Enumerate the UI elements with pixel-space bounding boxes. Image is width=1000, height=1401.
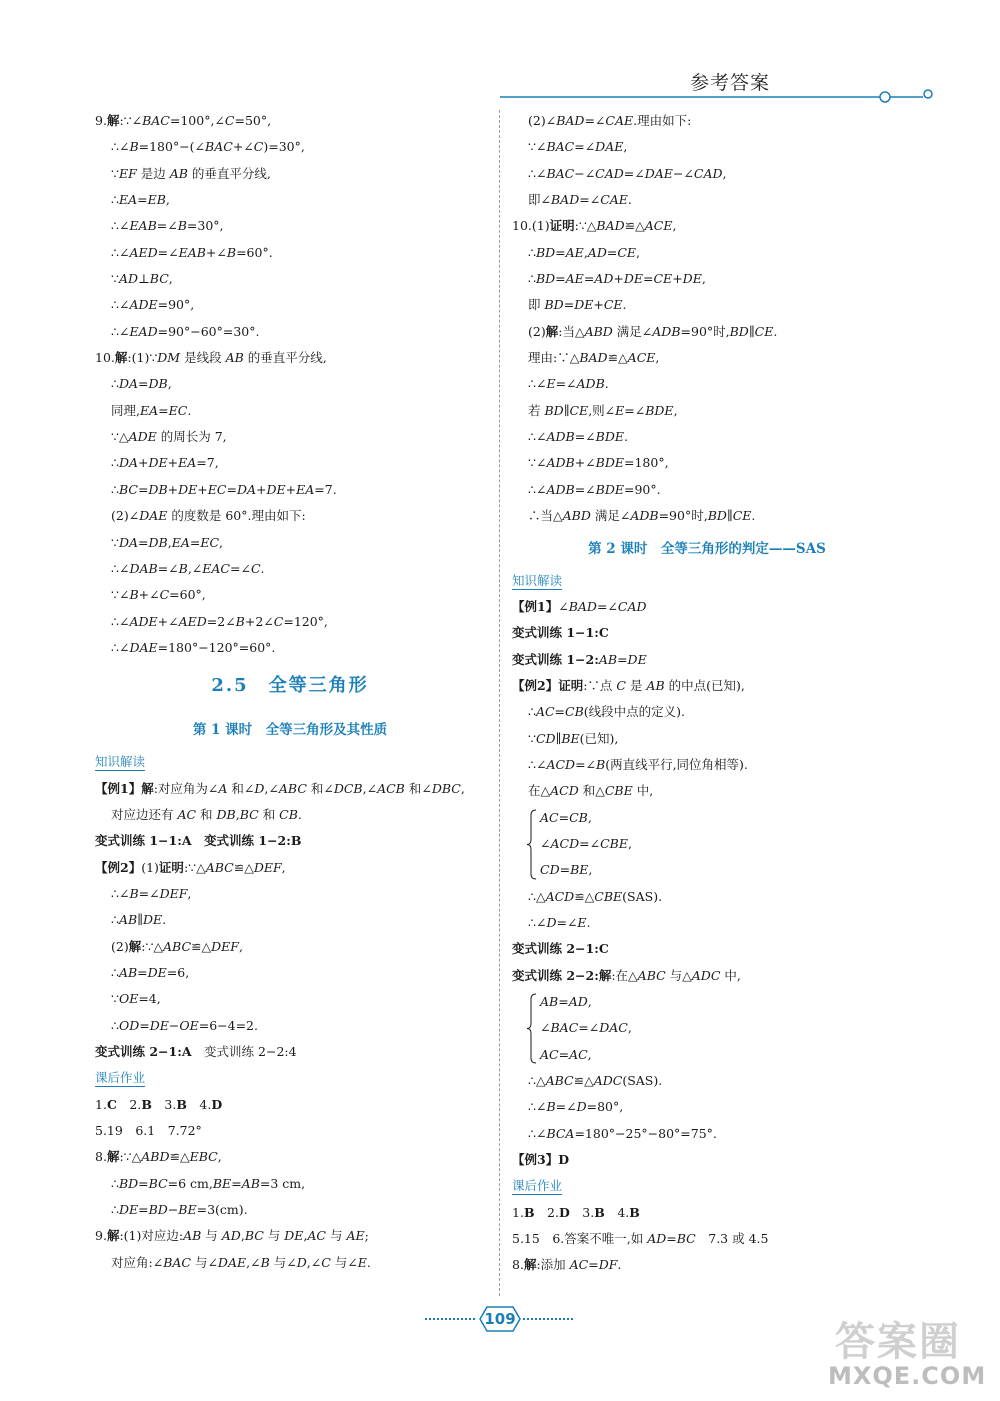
answer-line: ∵OE=4, <box>111 991 161 1007</box>
lesson-title: 第 2 课时 全等三角形的判定——SAS <box>588 540 826 557</box>
answer-line: 变式训练 2−2:解:在△ABC 与△ADC 中, <box>512 967 741 983</box>
answer-line: ∴∠ADB=∠BDE=90°. <box>528 481 661 497</box>
watermark-logo: 答案圈 <box>835 1319 961 1365</box>
equation-line: AC=AC, <box>540 1046 592 1062</box>
answer-line: ∴∠ACD=∠B(两直线平行,同位角相等). <box>528 756 748 772</box>
brace-icon <box>526 809 538 880</box>
answer-line: ∴△ABC≌△ADC(SAS). <box>528 1073 663 1089</box>
lesson-title: 第 1 课时 全等三角形及其性质 <box>192 722 388 739</box>
answer-line: ∵DA=DB,EA=EC, <box>111 534 224 550</box>
answer-line: ∵△ADE 的周长为 7, <box>111 429 227 445</box>
answer-line: 变式训练 1−2:AB=DE <box>512 651 647 667</box>
answer-line: 5.15 6.答案不唯一,如 AD=BC 7.3 或 4.5 <box>512 1231 769 1247</box>
equation-line: AB=AD, <box>540 994 592 1009</box>
answer-line: (2)∠DAE 的度数是 60°.理由如下: <box>111 508 306 524</box>
answer-line: ∵AD⊥BC, <box>111 271 173 287</box>
answer-line: 5.19 6.1 7.72° <box>95 1123 202 1139</box>
answer-line: 对应角:∠BAC 与∠DAE,∠B 与∠D,∠C 与∠E. <box>111 1254 371 1270</box>
brace-icon <box>526 993 538 1064</box>
answer-line: (2)解:当△ABD 满足∠ADB=90°时,BD∥CE. <box>528 323 778 339</box>
answer-line: ∴BD=BC=6 cm,BE=AB=3 cm, <box>111 1175 306 1191</box>
answer-line: 【例1】∠BAD=∠CAD <box>512 598 647 614</box>
answer-line: (2)解:∵△ABC≌△DEF, <box>111 938 243 954</box>
answer-line: ∵∠BAC=∠DAE, <box>528 139 628 155</box>
answer-line: ∴DA=DB, <box>111 376 172 392</box>
page-footer <box>425 1303 575 1335</box>
answer-line: ∴∠EAD=90°−60°=30°. <box>111 323 260 339</box>
answer-line: ∴EA=EB, <box>111 192 170 208</box>
answer-line: ∴BD=AE,AD=CE, <box>528 244 641 260</box>
section-title: 2.5 全等三角形 <box>211 675 369 697</box>
section-label: 课后作业 <box>95 1070 146 1086</box>
header-decoration <box>500 88 940 104</box>
answer-line: ∴∠DAE=180°−120°=60°. <box>111 639 276 655</box>
answer-line: 变式训练 2−1:C <box>512 941 609 957</box>
answer-line: ∴AB∥DE. <box>111 912 167 928</box>
answer-line: 1.B 2.D 3.B 4.B <box>512 1204 640 1220</box>
answer-line: ∵∠ADB+∠BDE=180°, <box>528 455 669 471</box>
answer-line: 8.解:∵△ABD≌△EBC, <box>95 1149 222 1165</box>
answer-line: ∴BC=DB+DE+EC=DA+DE+EA=7. <box>111 481 337 497</box>
answer-line: 8.解:添加 AC=DF. <box>512 1257 622 1273</box>
header-title: 参考答案 <box>690 72 771 94</box>
answer-line: ∴△ACD≌△CBE(SAS). <box>528 888 663 904</box>
answer-line: (2)∠BAD=∠CAE.理由如下: <box>528 113 692 128</box>
answer-line: 1.C 2.B 3.B 4.D <box>95 1096 223 1112</box>
equation-line: AC=CB, <box>540 809 592 825</box>
answer-line: 即 BD=DE+CE. <box>528 297 627 313</box>
answer-line: 同理,EA=EC. <box>111 402 192 418</box>
answer-line: ∴OD=DE−OE=6−4=2. <box>111 1017 258 1033</box>
answer-line: ∴BD=AE=AD+DE=CE+DE, <box>528 271 706 287</box>
equation-line: ∠BAC=∠DAC, <box>540 1020 632 1036</box>
answer-line: ∴AC=CB(线段中点的定义). <box>528 704 686 720</box>
equation-line: ∠ACD=∠CBE, <box>540 835 632 851</box>
answer-line: ∴∠E=∠ADB. <box>528 376 609 392</box>
brace-system <box>512 805 902 884</box>
answer-line: ∴DA+DE+EA=7, <box>111 455 219 471</box>
answer-line: 9.解:(1)对应边:AB 与 AD,BC 与 DE,AC 与 AE; <box>95 1228 369 1244</box>
answer-line: 变式训练 1−1:A 变式训练 1−2:B <box>95 833 302 849</box>
answer-line: ∵EF 是边 AB 的垂直平分线, <box>111 165 271 181</box>
answer-line: ∴∠ADE=90°, <box>111 297 195 313</box>
left-column <box>95 108 485 1276</box>
answer-line: 【例3】D <box>512 1152 570 1168</box>
watermark-text: MXQE.COM <box>828 1362 987 1390</box>
answer-line: 对应边还有 AC 和 DB,BC 和 CB. <box>111 806 302 822</box>
section-label: 知识解读 <box>95 754 146 770</box>
answer-line: 变式训练 1−1:C <box>512 625 609 641</box>
answer-line: ∴∠BCA=180°−25°−80°=75°. <box>528 1125 717 1141</box>
answer-line: ∴∠DAB=∠B,∠EAC=∠C. <box>111 560 265 576</box>
answer-line: 【例1】解:对应角为∠A 和∠D,∠ABC 和∠DCB,∠ACB 和∠DBC, <box>95 780 465 796</box>
brace-system <box>512 989 902 1068</box>
answer-line: 10.解:(1)∵DM 是线段 AB 的垂直平分线, <box>95 350 327 366</box>
answer-line: ∴当△ABD 满足∠ADB=90°时,BD∥CE. <box>528 508 756 524</box>
page-number: 109 <box>484 1310 516 1328</box>
equation-line: CD=BE, <box>540 862 593 878</box>
answer-line: 在△ACD 和△CBE 中, <box>528 783 654 799</box>
answer-line: 若 BD∥CE,则∠E=∠BDE, <box>528 402 678 418</box>
answer-line: ∵∠B+∠C=60°, <box>111 587 206 603</box>
answer-line: ∴∠EAB=∠B=30°, <box>111 218 224 234</box>
answer-line: 变式训练 2−1:A 变式训练 2−2:4 <box>95 1044 297 1059</box>
answer-line: 理由:∵△BAD≌△ACE, <box>528 350 660 366</box>
answer-line: 【例2】(1)证明:∵△ABC≌△DEF, <box>95 859 286 875</box>
answer-line: ∴∠ADE+∠AED=2∠B+2∠C=120°, <box>111 613 328 629</box>
answer-line: 9.解:∵∠BAC=100°,∠C=50°, <box>95 113 272 128</box>
answer-line: 即∠BAD=∠CAE. <box>528 192 632 208</box>
answer-line: 【例2】证明:∵点 C 是 AB 的中点(已知), <box>512 677 745 693</box>
section-label: 知识解读 <box>512 572 563 588</box>
answer-line: ∴∠BAC−∠CAD=∠DAE−∠CAD, <box>528 165 727 181</box>
section-label: 课后作业 <box>512 1178 563 1194</box>
answer-line: ∴∠B=180°−(∠BAC+∠C)=30°, <box>111 139 305 155</box>
answer-line: ∵CD∥BE(已知), <box>528 730 619 746</box>
answer-line: ∴DE=BD−BE=3(cm). <box>111 1202 248 1218</box>
answer-line: ∴∠B=∠D=80°, <box>528 1099 624 1115</box>
right-column <box>512 108 902 1279</box>
answer-line: 10.(1)证明:∵△BAD≌△ACE, <box>512 218 677 234</box>
answer-line: ∴AB=DE=6, <box>111 964 190 980</box>
column-divider <box>499 110 500 1296</box>
answer-line: ∴∠AED=∠EAB+∠B=60°. <box>111 244 273 260</box>
answer-line: ∴∠D=∠E. <box>528 914 591 930</box>
answer-line: ∴∠ADB=∠BDE. <box>528 429 628 445</box>
answer-line: ∴∠B=∠DEF, <box>111 885 192 901</box>
